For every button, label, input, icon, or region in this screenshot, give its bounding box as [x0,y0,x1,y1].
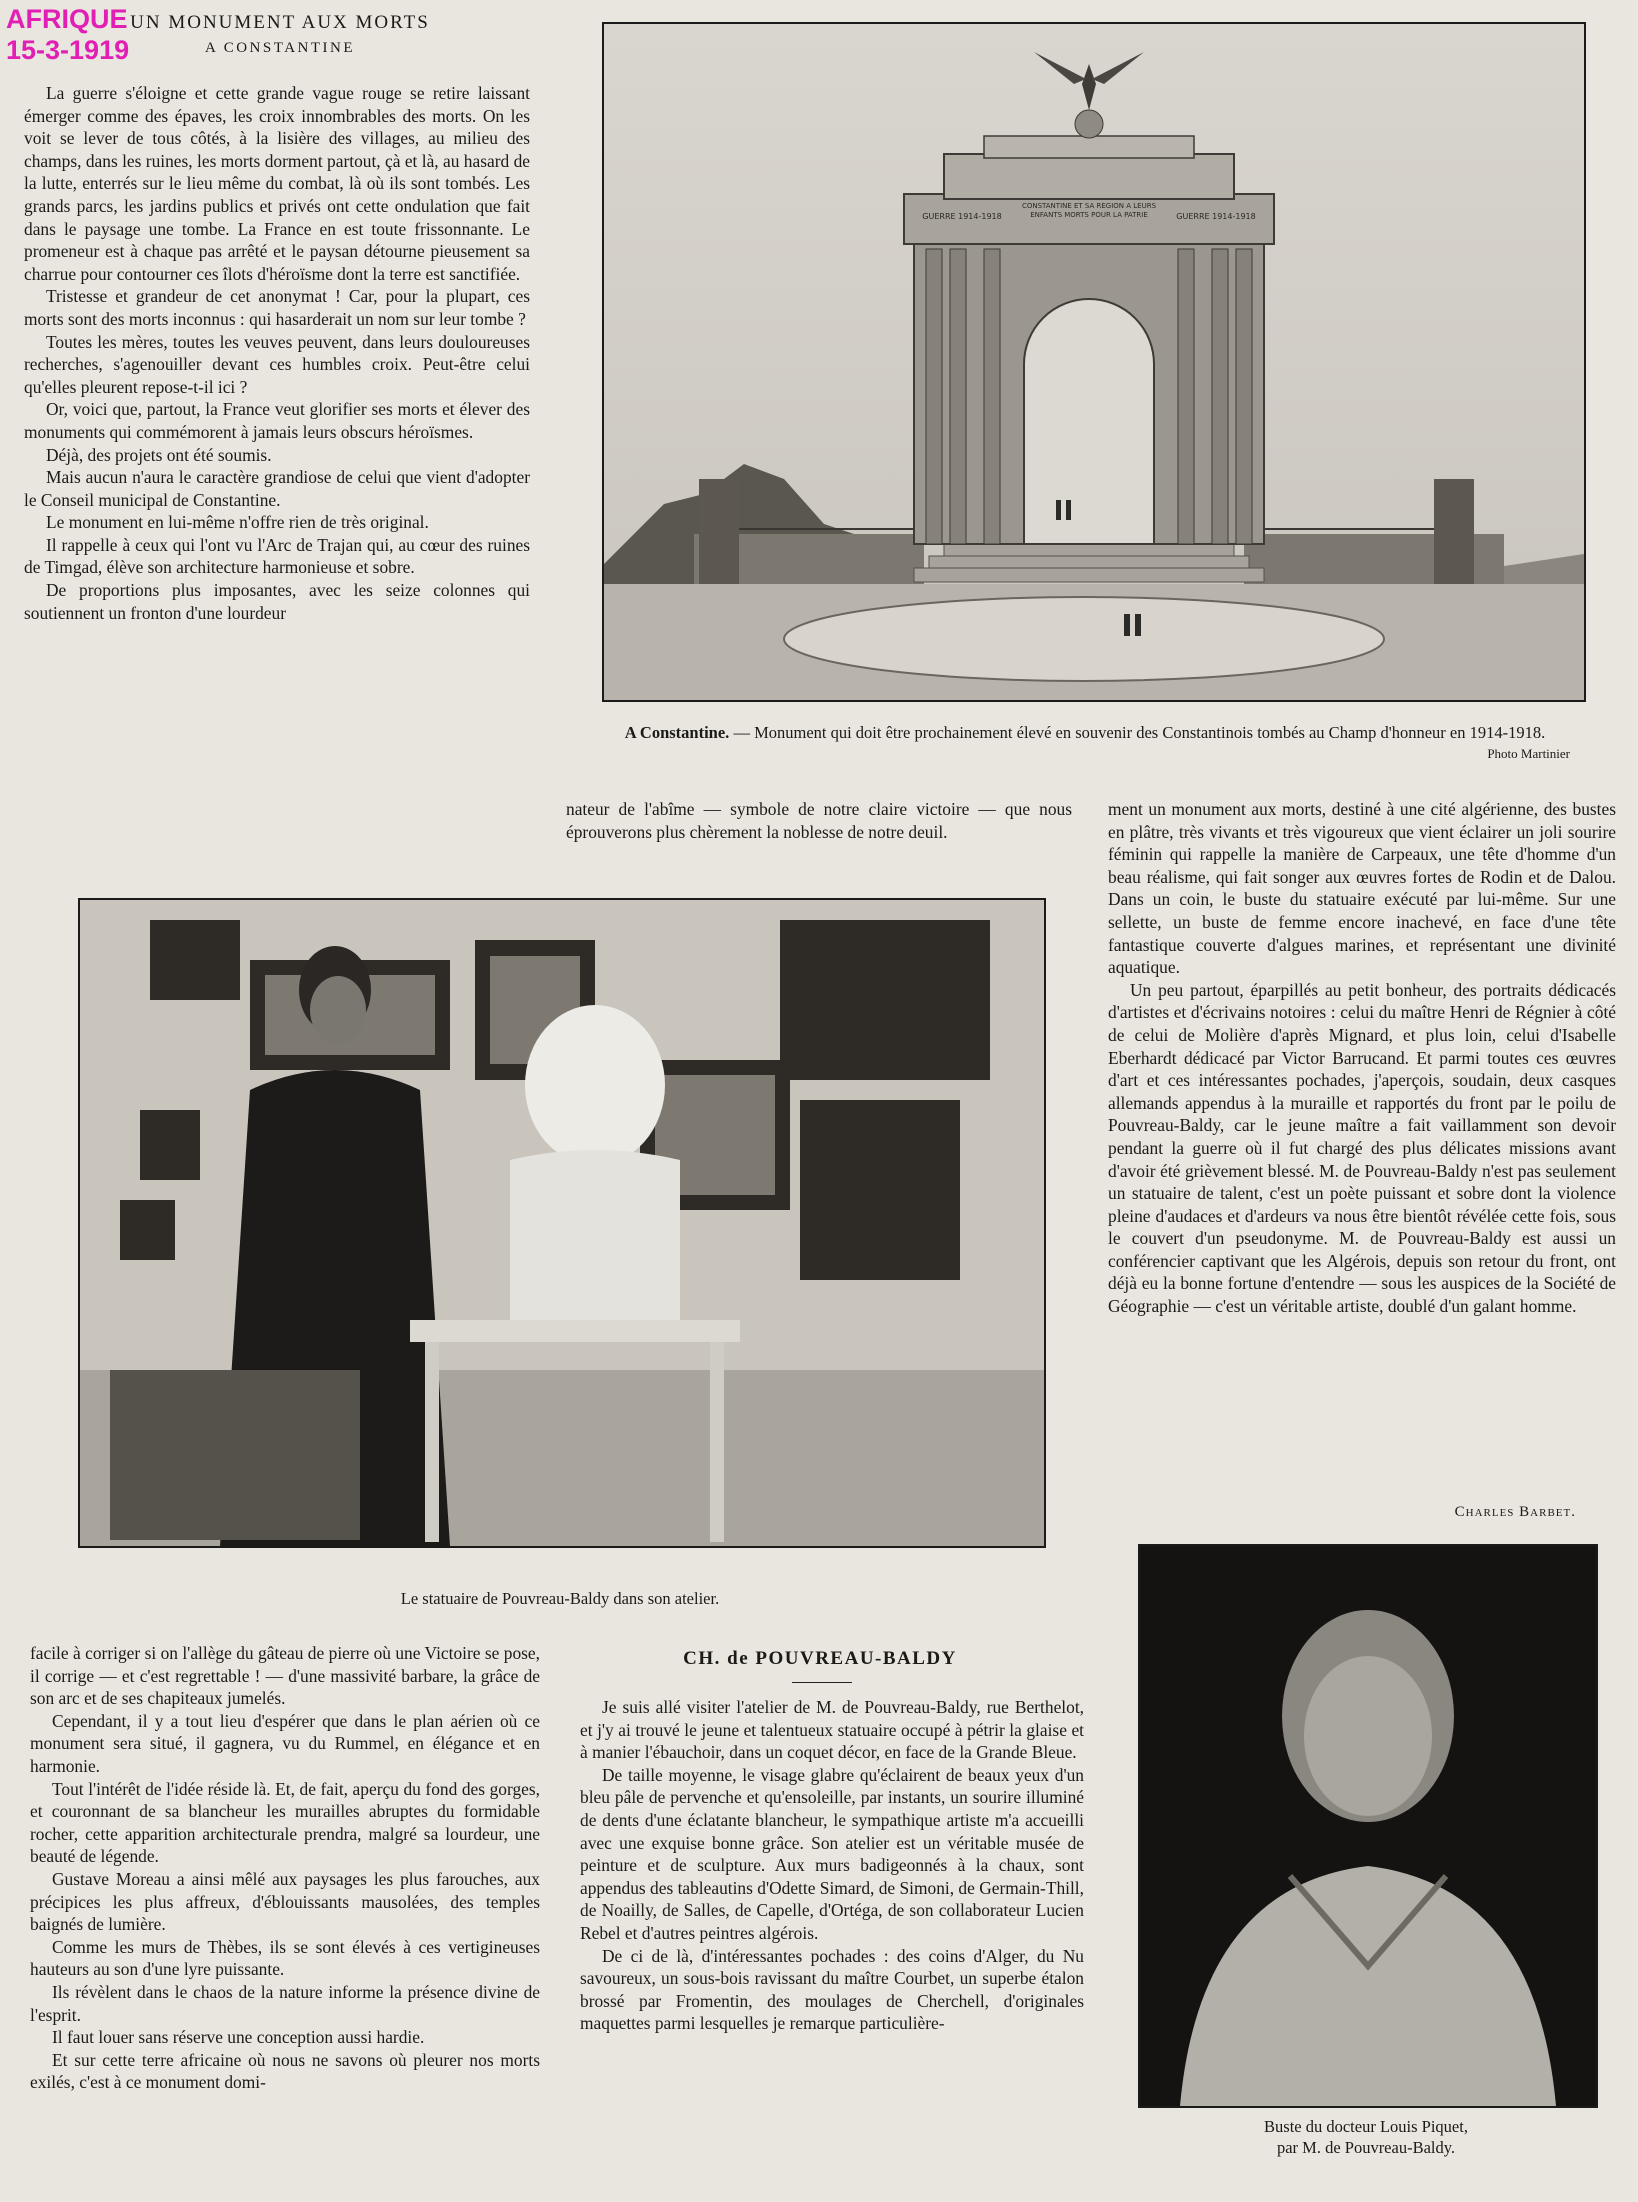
paragraph: ment un monument aux morts, destiné à une cité algérienne, des bustes en plâtre, très vivants et très vigoureux que vient éclairer un joli sourire féminin qui rappelle la manière de Carpeaux, une tête d'homme d'un beau réalisme, qui fait songer aux œuvres fortes de Rodin et de Dalou. Dans un coin, le buste du statuaire exécuté par lui-même. Sur une sellette, un buste de femme encore inachevé, en face d'une tête fantastique couverte d'algues marines, et représentant une divinité aquatique. [1108,799,1616,978]
inscription-left: GUERRE 1914-1918 [922,212,1002,221]
monument-caption-text: — Monument qui doit être prochainement élevé en souvenir des Constantinois tombés au Champ d'honneur en 1914-1918. [729,723,1546,742]
paragraph: Déjà, des projets ont été soumis. [46,444,272,465]
article2-left-column [580,1696,1084,2196]
studio-caption: Le statuaire de Pouvreau-Baldy dans son atelier. [400,1589,720,1608]
paragraph: Mais aucun n'aura le caractère grandiose de celui que vient d'adopter le Conseil municipal de Constantine. [24,467,530,510]
monument-caption-place: A Constantine. [624,723,730,742]
paragraph: Il faut louer sans réserve une conception aussi hardie. [52,2027,425,2048]
paragraph: De taille moyenne, le visage glabre qu'éclairent de beaux yeux d'un bleu pâle de pervenche et qu'ensoleille, par instants, un sourire illuminé de dents d'une éclatante blancheur, le sympathique artiste m'a accueilli avec une exquise bonne grâce. Son atelier est un véritable musée de peinture et de sculpture. Aux murs badigeonnés à la chaux, sont appendus des tableautins d'Odette Simard, de Simoni, de Germain-Thill, de Noailly, de Salles, de Capelle, d'Ortéga, de son collaborateur Lucien Rebel et d'autres peintres algérois. [580,1764,1084,1943]
monument-drawing [604,24,1584,700]
article-column-1-bottom [30,1642,540,2192]
paragraph: Je suis allé visiter l'atelier de M. de Pouvreau-Baldy, rue Berthelot, et j'y ai trouvé le jeune et talentueux statuaire occupé à pétrir la glaise et à manier l'ébauchoir, dans un coquet décor, en face de la Grande Bleue. [580,1697,1084,1763]
paragraph: De ci de là, d'intéressantes pochades : des coins d'Alger, du Nu savoureux, un sous-bois ravissant du maître Courbet, un superbe étalon brossé par Fromentin, des moulages de Cherchell, d'originales maquettes parmi lesquelles je remarque particulière- [580,1945,1084,2034]
studio-drawing [80,900,1044,1546]
paragraph: De proportions plus imposantes, avec les seize colonnes qui soutiennent un fronton d'une lourdeur [24,580,530,623]
title-rule [792,1682,852,1683]
article-title: UN MONUMENT AUX MORTS [130,12,430,33]
paragraph: facile à corriger si on l'allège du gâteau de pierre où une Victoire se pose, il corrige — et c'est regrettable ! — d'une massivité barbare, la grâce de son arc et de ses chapiteaux jumelés. [30,1643,540,1709]
col2-text: nateur de l'abîme — symbole de notre claire victoire — que nous éprouverons plus chèrement la noblesse de notre deuil. [566,799,1072,842]
article-column-1 [24,82,530,864]
paragraph: Tristesse et grandeur de cet anonymat ! Car, pour la plupart, ces morts sont des morts inconnus : qui hasarderait un nom sur leur tombe ? [24,286,530,329]
paragraph: Ils révèlent dans le chaos de la nature informe la présence divine de l'esprit. [30,1981,540,2025]
paragraph: Il rappelle à ceux qui l'ont vu l'Arc de Trajan qui, au cœur des ruines de Timgad, élève son architecture harmonieuse et sobre. [24,534,530,578]
paragraph: Tout l'intérêt de l'idée réside là. Et, de fait, aperçu du fond des gorges, et couronnant de sa blancheur les murailles abruptes du formidable rocher, cette apparition architecturale prendra, malgré sa lourdeur, une beauté de légende. [30,1778,540,1867]
author-signature: Charles Barbet. [1454,1504,1576,1520]
inscription-center: CONSTANTINE ET SA RÉGION A LEURS ENFANTS MORTS POUR LA PATRIE [1021,202,1157,219]
studio-photo [78,898,1046,1548]
article2-title: CH. de POUVREAU-BALDY [683,1648,957,1669]
paragraph: La guerre s'éloigne et cette grande vague rouge se retire laissant émerger comme des épaves, les croix innombrables des morts. On les voit se lever de tous côtés, à la lisière des villages, au milieu des champs, dans les ruines, les morts dorment partout, çà et là, au hasard de la lutte, enterrés sur le lieu même du combat, là où ils sont tombés. Les grands parcs, les jardins publics et privés ont cette ondulation que fait dans le paysage une tombe. La France en est toute frissonnante. Le promeneur est à chaque pas arrêté et le paysan détourne pieusement sa charrue pour contourner ces îlots d'héroïsme dont la terre est sanctifiée. [24,83,530,284]
bust-caption [1138,2116,1594,2158]
paragraph: Un peu partout, éparpillés au petit bonheur, des portraits dédicacés d'artistes et d'écrivains notoires : celui du maître Henri de Régnier à côté de celui de Molière d'après Mignard, et plus loin, celui d'Isabelle Eberhardt dédicacé par Victor Barrucand. Et parmi toutes ces œuvres d'art et ces intéressantes pochades, j'aperçois, soudain, deux casques allemands appendus à la muraille et rapportés du front par le poilu de Pouvreau-Baldy, car le jeune maître a fait vaillamment son devoir pendant la guerre où il fut chargé des plus délicates missions avant d'avoir été grièvement blessé. M. de Pouvreau-Baldy n'est pas seulement un statuaire de talent, c'est un poète puissant et sobre dont la violence pleine d'audaces et d'ardeurs va nous être bientôt révélée cette fois, sous le couvert d'un pseudonyme. M. de Pouvreau-Baldy est aussi un conférencier captivant que les Algérois, depuis son retour du front, ont déjà eu la bonne fortune d'entendre — sous les auspices de la Société de Géographie — c'est un véritable artiste, doublé d'un galant homme. [1108,979,1616,1317]
article-subtitle: A CONSTANTINE [204,40,356,56]
paragraph: Et sur cette terre africaine où nous ne savons où pleurer nos morts exilés, c'est à ce monument domi- [30,2049,540,2093]
paragraph: Gustave Moreau a ainsi mêlé aux paysages les plus farouches, aux précipices les plus affreux, d'éblouissants mausolées, des temples baignés de lumière. [30,1868,540,1935]
bust-caption-line-1: Buste du docteur Louis Piquet, [1264,2117,1468,2136]
monument-photo [602,22,1586,702]
bust-caption-line-2: par M. de Pouvreau-Baldy. [1276,2138,1456,2157]
paragraph: Comme les murs de Thèbes, ils se sont élevés à ces vertigineuses hauteurs au son d'une lyre puissante. [30,1936,540,1980]
inscription-right: GUERRE 1914-1918 [1176,212,1256,221]
paragraph: Cependant, il y a tout lieu d'espérer que dans le plan aérien où ce monument sera situé, il gagnera, vu du Rummel, en élégance et en harmonie. [30,1710,540,1776]
paragraph: Or, voici que, partout, la France veut glorifier ses morts et élever des monuments qui commémorent à jamais leurs obscurs héroïsmes. [24,399,530,442]
photo-credit: Photo Martinier [1487,746,1570,761]
stamp-line-2: 15-3-1919 [6,35,130,65]
article-column-2-fragment [566,798,1072,843]
bust-drawing [1140,1546,1596,2106]
article2-right-column [1108,798,1616,1498]
stamp-line-1: AFRIQUE [6,4,128,34]
bust-photo [1138,1544,1598,2108]
paragraph: Toutes les mères, toutes les veuves peuvent, dans leurs douloureuses recherches, s'agenouiller devant ces humbles croix. Peut-être celui qu'elles pleurent repose-t-il ici ? [24,331,530,397]
monument-caption [620,722,1550,743]
paragraph: Le monument en lui-même n'offre rien de très original. [46,512,429,533]
